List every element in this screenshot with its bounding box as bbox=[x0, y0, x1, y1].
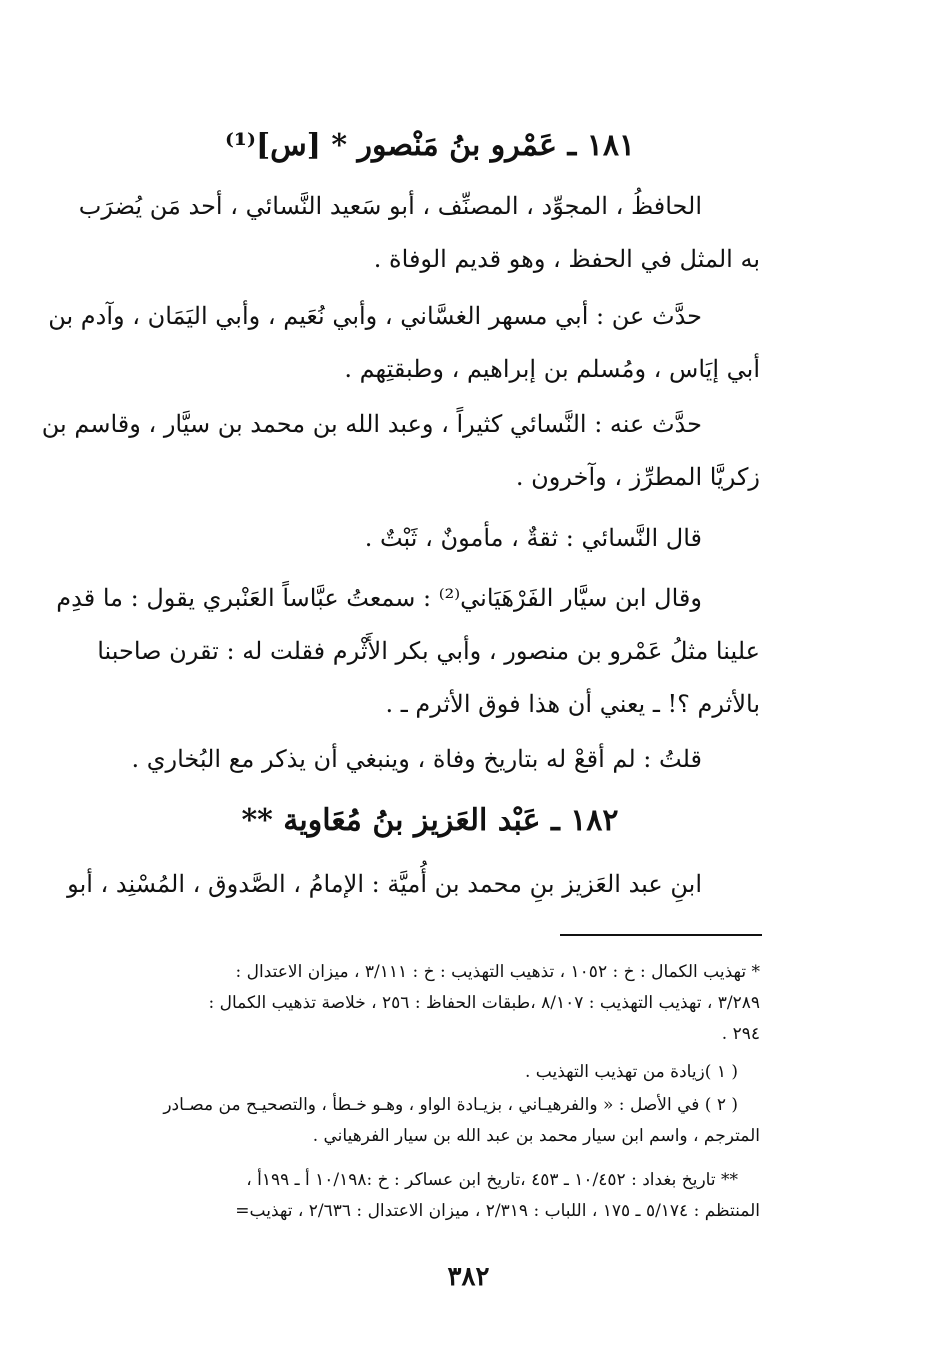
text-line: قلتُ : لم أقعْ له بتاريخ وفاة ، وينبغي أن يذكر مع البُخاري . bbox=[131, 745, 702, 773]
entry-182-paragraph-1 bbox=[67, 858, 760, 911]
page-number: ٣٨٢ bbox=[447, 1262, 490, 1292]
footnote-line: المنتظم : ٥/١٧٤ ـ ١٧٥ ، اللباب : ٢/٣١٩ ، ميزان الاعتدال : ٢/٦٣٦ ، تهذيب= bbox=[235, 1201, 760, 1221]
footnote-line: ( ٢ ) في الأصل : « والفرهيـاني ، بزيـادة الواو ، وهـو خـطأ ، والتصحيـح من مصـادر bbox=[163, 1095, 738, 1115]
text-line: علينا مثلُ عَمْرو بن منصور ، وأبي بكر الأَثْرم فقلت له : تقرن صاحبنا bbox=[97, 637, 760, 665]
text-line: حدَّث عن : أبي مسهر الغسَّاني ، وأبي نُعَيم ، وأبي اليَمَان ، وآدم بن bbox=[48, 302, 702, 330]
entry-181-paragraph-5 bbox=[56, 572, 760, 731]
text-line: قال النَّسائي : ثقةٌ ، مأمونٌ ، ثَبْتٌ . bbox=[364, 524, 702, 552]
text-line: ابنِ عبد العَزيز بنِ محمد بن أُميَّة : الإمامُ ، الصَّدوق ، المُسْنِد ، أبو bbox=[67, 870, 702, 898]
footnote-line: ( ١ )زيادة من تهذيب التهذيب . bbox=[524, 1062, 738, 1082]
footnote-line: المترجم ، واسم ابن سيار محمد بن عبد الله بن سيار الفرهياني . bbox=[312, 1126, 760, 1146]
text-line: بالأثرم ؟! ـ يعني أن هذا فوق الأثرم ـ . bbox=[385, 690, 760, 718]
text-line: حدَّث عنه : النَّسائي كثيراً ، وعبد الله بن محمد بن سيَّار ، وقاسم بن bbox=[41, 410, 702, 438]
entry-181-paragraph-1 bbox=[78, 180, 760, 286]
entry-181-paragraph-2 bbox=[48, 290, 760, 396]
entry-181-paragraph-4 bbox=[100, 512, 760, 565]
footnote-2 bbox=[100, 1090, 760, 1152]
footnote-1 bbox=[100, 1057, 760, 1088]
entry-181-title: ١٨١ ـ عَمْرو بنُ مَنْصور * [س]⁽¹⁾ bbox=[224, 128, 636, 163]
entry-181-paragraph-6 bbox=[100, 733, 760, 786]
footnote-double-star bbox=[100, 1165, 760, 1227]
footnote-line: * تهذيب الكمال : خ : ١٠٥٢ ، تذهيب التهذيب : خ : ٣/١١١ ، ميزان الاعتدال : bbox=[235, 962, 760, 982]
entry-181-paragraph-3 bbox=[41, 398, 760, 504]
text-line: أبي إيَاس ، ومُسلم بن إبراهيم ، وطبقتِهم . bbox=[344, 355, 760, 383]
footnote-line: ٢٩٤ . bbox=[721, 1024, 760, 1044]
text-line: به المثل في الحفظ ، وهو قديم الوفاة . bbox=[373, 245, 760, 273]
text-line: زكريَّا المطرِّز ، وآخرون . bbox=[515, 463, 760, 491]
footnote-star bbox=[100, 957, 760, 1050]
footnote-separator bbox=[560, 934, 762, 936]
text-line: وقال ابن سيَّار الفَرْهَيَاني⁽²⁾ : سمعتُ عبَّاساً العَنْبري يقول : ما قدِم bbox=[56, 584, 702, 612]
text-line: الحافظُ ، المجوِّد ، المصنِّف ، أبو سَعيد النَّسائي ، أحد مَن يُضرَب bbox=[78, 192, 702, 220]
footnote-line: ** تاريخ بغداد : ١٠/٤٥٢ ـ ٤٥٣ ،تاريخ ابن عساكر : خ :١٠/١٩٨ أ ـ ١٩٩أ ، bbox=[246, 1170, 738, 1190]
footnote-line: ٣/٢٨٩ ، تهذيب التهذيب : ٨/١٠٧ ،طبقات الحفاظ : ٢٥٦ ، خلاصة تذهيب الكمال : bbox=[208, 993, 760, 1013]
entry-182-title: ١٨٢ ـ عَبْد العَزيز بنُ مُعَاوية ** bbox=[241, 803, 619, 838]
